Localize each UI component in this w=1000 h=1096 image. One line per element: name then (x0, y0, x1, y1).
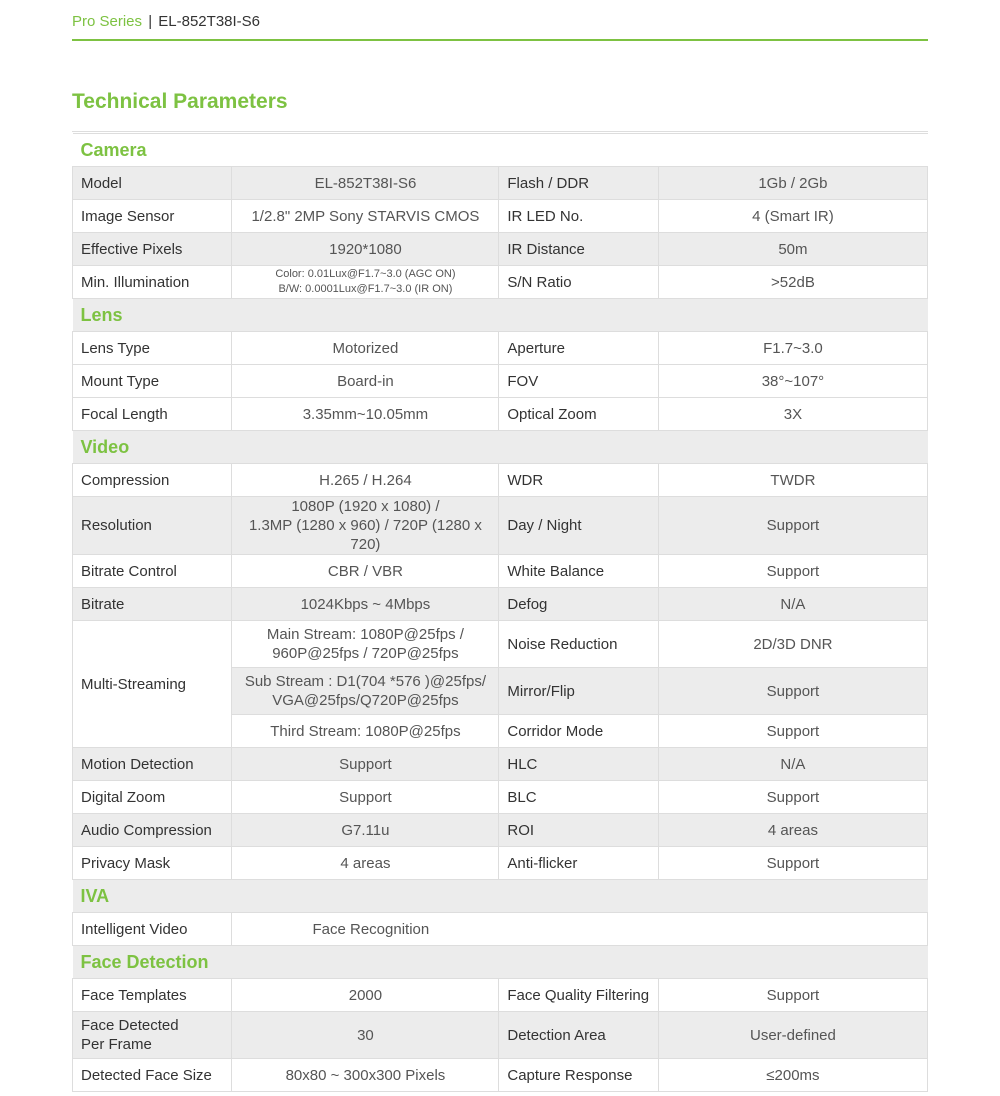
table-row (73, 1012, 928, 1059)
header-separator: | (148, 13, 153, 30)
spec-label: Face Quality Filtering (499, 979, 658, 1012)
spec-label: Model (73, 167, 232, 200)
spec-value: ≤200ms (658, 1059, 927, 1092)
section-lens (73, 299, 928, 332)
table-row (73, 748, 928, 781)
spec-value: >52dB (658, 266, 927, 299)
table-row (73, 555, 928, 588)
page-header (72, 12, 928, 41)
spec-label: Aperture (499, 332, 658, 365)
illumination-bw: B/W: 0.0001Lux@F1.7~3.0 (IR ON) (278, 283, 453, 295)
spec-value: CBR / VBR (232, 555, 499, 588)
spec-label: Digital Zoom (73, 781, 232, 814)
table-row (73, 979, 928, 1012)
spec-value (232, 266, 499, 299)
spec-label: Optical Zoom (499, 398, 658, 431)
spec-value: EL-852T38I-S6 (232, 167, 499, 200)
spec-label: Audio Compression (73, 814, 232, 847)
spec-value: Support (658, 979, 927, 1012)
spec-label: Day / Night (499, 497, 658, 555)
illumination-color: Color: 0.01Lux@F1.7~3.0 (AGC ON) (275, 268, 456, 280)
table-row (73, 781, 928, 814)
spec-value: Support (658, 781, 927, 814)
main-stream-line-1: Main Stream: 1080P@25fps / (266, 626, 464, 643)
spec-value: Support (658, 715, 927, 748)
spec-value: Support (658, 847, 927, 880)
section-title: Camera (73, 134, 928, 167)
spec-value: Support (232, 748, 499, 781)
section-title: Video (73, 431, 928, 464)
resolution-line-2: 1.3MP (1280 x 960) / 720P (1280 x 720) (248, 517, 482, 553)
spec-label: Capture Response (499, 1059, 658, 1092)
table-row (73, 332, 928, 365)
spec-value: Face Recognition (232, 913, 928, 946)
spec-label: Resolution (73, 497, 232, 555)
spec-value: 3.35mm~10.05mm (232, 398, 499, 431)
spec-value: H.265 / H.264 (232, 464, 499, 497)
sub-stream-line-1: Sub Stream : D1(704 *576 )@25fps/ (244, 673, 487, 690)
spec-value: 50m (658, 233, 927, 266)
header-model: EL-852T38I-S6 (158, 13, 261, 30)
spec-value (232, 668, 499, 715)
spec-label: Defog (499, 588, 658, 621)
series-name: Pro Series (72, 13, 143, 30)
section-video (73, 431, 928, 464)
spec-value: F1.7~3.0 (658, 332, 927, 365)
table-row (73, 1059, 928, 1092)
spec-label: S/N Ratio (499, 266, 658, 299)
spec-label: Noise Reduction (499, 621, 658, 668)
spec-label: ROI (499, 814, 658, 847)
table-row (73, 200, 928, 233)
table-row (73, 621, 928, 668)
spec-label: Bitrate (73, 588, 232, 621)
spec-label: Motion Detection (73, 748, 232, 781)
main-stream-line-2: 960P@25fps / 720P@25fps (272, 645, 459, 662)
spec-value (232, 497, 499, 555)
spec-label: White Balance (499, 555, 658, 588)
spec-value: TWDR (658, 464, 927, 497)
table-row (73, 913, 928, 946)
spec-value: Third Stream: 1080P@25fps (232, 715, 499, 748)
resolution-line-1: 1080P (1920 x 1080) / (291, 498, 440, 515)
section-title: Face Detection (73, 946, 928, 979)
spec-label: Compression (73, 464, 232, 497)
spec-label: FOV (499, 365, 658, 398)
spec-label: Anti-flicker (499, 847, 658, 880)
spec-value: 3X (658, 398, 927, 431)
spec-label: BLC (499, 781, 658, 814)
spec-value: Support (658, 668, 927, 715)
table-row (73, 266, 928, 299)
spec-value: 4 (Smart IR) (658, 200, 927, 233)
spec-label: Image Sensor (73, 200, 232, 233)
spec-value: 2000 (232, 979, 499, 1012)
section-title: Lens (73, 299, 928, 332)
spec-value: User-defined (658, 1012, 927, 1059)
table-row (73, 464, 928, 497)
spec-value: 80x80 ~ 300x300 Pixels (232, 1059, 499, 1092)
table-row (73, 233, 928, 266)
spec-label: Flash / DDR (499, 167, 658, 200)
spec-value (232, 621, 499, 668)
spec-label: Min. Illumination (73, 266, 232, 299)
table-row (73, 398, 928, 431)
spec-value: 4 areas (658, 814, 927, 847)
spec-label: Bitrate Control (73, 555, 232, 588)
spec-value: 1024Kbps ~ 4Mbps (232, 588, 499, 621)
spec-value: Board-in (232, 365, 499, 398)
spec-label: Privacy Mask (73, 847, 232, 880)
perframe-label-line-2: Per Frame (81, 1036, 152, 1053)
spec-label: Corridor Mode (499, 715, 658, 748)
spec-value: Support (658, 555, 927, 588)
section-title: IVA (73, 880, 928, 913)
table-row (73, 167, 928, 200)
section-iva (73, 880, 928, 913)
spec-value: N/A (658, 748, 927, 781)
spec-label: HLC (499, 748, 658, 781)
spec-label: Mount Type (73, 365, 232, 398)
spec-value: 38°~107° (658, 365, 927, 398)
spec-label: IR LED No. (499, 200, 658, 233)
section-camera (73, 134, 928, 167)
page-title: Technical Parameters (72, 90, 288, 113)
spec-value: N/A (658, 588, 927, 621)
table-row (73, 814, 928, 847)
table-row (73, 847, 928, 880)
spec-label: Multi-Streaming (73, 621, 232, 748)
spec-value: G7.11u (232, 814, 499, 847)
spec-value: 1Gb / 2Gb (658, 167, 927, 200)
spec-value: 30 (232, 1012, 499, 1059)
perframe-label-line-1: Face Detected (81, 1017, 179, 1034)
table-row (73, 588, 928, 621)
spec-label: Detected Face Size (73, 1059, 232, 1092)
sub-stream-line-2: VGA@25fps/Q720P@25fps (272, 692, 459, 709)
title-divider (72, 131, 928, 132)
spec-label: Intelligent Video (73, 913, 232, 946)
spec-label: Detection Area (499, 1012, 658, 1059)
spec-label: Face Templates (73, 979, 232, 1012)
spec-label (73, 1012, 232, 1059)
spec-value: Support (658, 497, 927, 555)
spec-label: Focal Length (73, 398, 232, 431)
spec-table (72, 133, 928, 1092)
spec-value: 1920*1080 (232, 233, 499, 266)
spec-value: Motorized (232, 332, 499, 365)
spec-label: Effective Pixels (73, 233, 232, 266)
spec-value: 1/2.8" 2MP Sony STARVIS CMOS (232, 200, 499, 233)
spec-label: Lens Type (73, 332, 232, 365)
spec-label: WDR (499, 464, 658, 497)
spec-value: Support (232, 781, 499, 814)
spec-value: 4 areas (232, 847, 499, 880)
spec-value: 2D/3D DNR (658, 621, 927, 668)
spec-label: IR Distance (499, 233, 658, 266)
table-row (73, 497, 928, 555)
section-face-detection (73, 946, 928, 979)
table-row (73, 365, 928, 398)
spec-label: Mirror/Flip (499, 668, 658, 715)
